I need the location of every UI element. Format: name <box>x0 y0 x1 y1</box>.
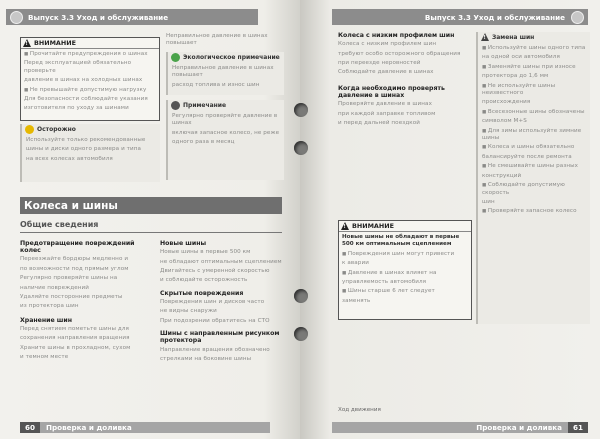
warning-line: Для безопасности соблюдайте указания <box>24 96 148 103</box>
text-line: Храните шины в прохладном, сухом <box>20 344 131 351</box>
heading-tire-storage: Хранение шин <box>20 316 72 324</box>
warning-lead: Новые шины не обладают в первые 500 км оптимальным сцеплением <box>342 234 460 248</box>
section-title: Колеса и шины <box>24 199 118 212</box>
subsection-title <box>20 220 282 233</box>
text-line: сохранения направления вращения <box>20 335 130 342</box>
left-column-2 <box>160 240 282 365</box>
info-note-box <box>166 100 284 180</box>
text-line: ■ Заменяйте шины при износе <box>482 64 588 71</box>
text-line: Проверяйте давление в шинах <box>338 101 432 108</box>
text-line: наличие повреждений <box>20 284 90 291</box>
caution-line: шины и диски одного размера и типа <box>26 146 142 153</box>
eco-title: Экологическое примечание <box>183 53 280 61</box>
warning-line: ■ Шины старше 6 лет следует <box>342 288 468 295</box>
right-page <box>300 0 600 439</box>
text-line: ■ Всесезонные шины обозначены <box>482 109 588 116</box>
caution-icon <box>25 125 34 134</box>
eco-header <box>168 52 284 62</box>
subsection-title-text: Общие сведения <box>20 220 99 229</box>
note-text <box>172 113 282 149</box>
text-line: Перед снятием пометьте шины для <box>20 326 130 333</box>
right-warning-header <box>339 221 471 232</box>
text-line: при каждой заправке топливом <box>338 110 436 117</box>
left-caution-box <box>20 124 160 182</box>
warning-line: давление в шинах на холодных шинах <box>24 77 143 84</box>
warning-line: ■ Давление в шинах влияет на <box>342 270 468 277</box>
section-title-bar <box>20 197 282 214</box>
text-line: Повреждения шин и дисков часто <box>160 299 265 306</box>
left-page-number: 60 <box>20 422 40 433</box>
binder-hole <box>294 289 308 303</box>
text-line: ■ Проверяйте запасное колесо <box>482 208 588 215</box>
right-footer-title: Проверка и доливка <box>476 423 562 432</box>
text-line: Двигайтесь с умеренной скоростью <box>160 268 270 275</box>
binder-hole <box>294 327 308 341</box>
text-line: Переезжайте бордюры медленно и <box>20 256 129 263</box>
right-header-title: Выпуск 3.3 Уход и обслуживание <box>424 12 565 22</box>
text-line: Удаляйте посторонние предметы <box>20 294 123 301</box>
text-line: требуют особо осторожного обращения <box>338 50 461 57</box>
caution-text <box>26 137 156 165</box>
right-footer <box>332 422 588 433</box>
text-line: символом M+S <box>482 118 527 125</box>
heading-wheel-damage: Предотвращение повреждений колес <box>20 240 135 255</box>
eco-line: расход топлива и износ шин <box>172 81 260 88</box>
heading-new-tires: Новые шины <box>160 240 207 247</box>
left-header-title: Выпуск 3.3 Уход и обслуживание <box>28 12 169 22</box>
heading-pressure-check: Когда необходимо проверять давление в шинах <box>338 84 445 100</box>
eco-text <box>172 65 282 91</box>
left-footer-title: Проверка и доливка <box>46 423 132 432</box>
right-column-1 <box>338 32 470 129</box>
warning-triangle-icon <box>23 39 31 47</box>
note-title: Примечание <box>183 101 227 109</box>
text-line: Колеса с низким профилем шин <box>338 41 437 48</box>
left-warning-header <box>21 38 159 49</box>
caution-line: на всех колесах автомобиля <box>26 155 113 162</box>
left-warning-text <box>24 51 156 115</box>
binder-hole <box>294 141 308 155</box>
note-header <box>168 100 284 110</box>
text-line: не видны снаружи <box>160 308 217 315</box>
right-page-number: 61 <box>568 422 588 433</box>
warning-line: изготовителя по уходу за шинами <box>24 105 129 112</box>
text-line: ■ Используйте шины одного типа <box>482 45 588 52</box>
caution-title: Осторожно <box>37 125 76 133</box>
info-icon <box>171 101 180 110</box>
text-line: конструкций <box>482 172 522 179</box>
caution-header <box>22 124 160 134</box>
binder-hole <box>294 103 308 117</box>
text-line: Новые шины в первые 500 км <box>160 249 251 256</box>
text-line: при переезде неровностей <box>338 60 421 67</box>
left-warning-title: ВНИМАНИЕ <box>34 39 76 47</box>
warning-triangle-icon <box>341 222 349 230</box>
right-info-column <box>476 32 590 324</box>
warning-line: Перед эксплуатацией обязательно проверьте <box>24 60 132 74</box>
warning-line: ■ Повреждения шин могут привести <box>342 251 468 258</box>
heading-directional-tires: Шины с направленным рисунком протектора <box>160 330 280 345</box>
caution-line: Используйте только рекомендованные <box>26 137 146 143</box>
text-line: стрелками на боковине шины <box>160 356 252 363</box>
eco-note-box <box>166 52 284 95</box>
right-note-title: Замена шин <box>492 33 535 41</box>
left-page-header <box>6 9 258 25</box>
text-line: на одной оси автомобиля <box>482 54 560 61</box>
left-column-1 <box>20 240 148 364</box>
right-note-header <box>478 32 590 42</box>
text-line: При подозрении обратитесь на СТО <box>160 317 270 324</box>
text-line: ■ Для зимы используйте зимние шины <box>482 128 588 143</box>
warning-line: заменять <box>342 297 371 304</box>
right-note-text <box>482 45 588 218</box>
text-line: и перед дальней поездкой <box>338 120 421 127</box>
text-line: Неправильное давление в шинах повышает <box>166 33 268 47</box>
text-line: и соблюдайте осторожность <box>160 277 248 284</box>
heading-low-profile: Колеса с низким профилем шин <box>338 32 455 39</box>
text-line: ■ Колеса и шины обязательно <box>482 144 588 151</box>
text-line: происхождения <box>482 99 531 106</box>
text-line: по возможности под прямым углом <box>20 265 129 272</box>
text-line: протектора до 1,6 мм <box>482 73 549 80</box>
text-line: и темном месте <box>20 354 69 361</box>
text-line: Направление вращения обозначено <box>160 346 270 353</box>
brand-crest-icon <box>10 11 23 24</box>
text-line: Соблюдайте давление в шинах <box>338 69 434 76</box>
text-line: балансируйте после ремонта <box>482 153 572 160</box>
text-line: ■ Соблюдайте допустимую скорость <box>482 182 588 197</box>
brand-crest-icon <box>571 11 584 24</box>
warning-line: управляемость автомобиля <box>342 279 427 286</box>
text-line: ■ Не смешивайте шины разных <box>482 163 588 170</box>
right-warning-title: ВНИМАНИЕ <box>352 222 394 230</box>
right-page-header <box>332 9 588 25</box>
text-line: шин <box>482 198 495 205</box>
left-footer <box>20 422 270 433</box>
heading-hidden-damage: Скрытые повреждения <box>160 289 244 297</box>
text-line: не обладают оптимальным сцеплением <box>160 258 282 265</box>
text-line: ■ Не используйте шины неизвестного <box>482 83 588 98</box>
eco-line: Неправильное давление в шинах повышает <box>172 65 274 79</box>
note-line: Регулярно проверяйте давление в шинах <box>172 113 278 127</box>
warning-line: ■ Не превышайте допустимую нагрузку <box>24 87 156 94</box>
small-footer-note: Ход движения <box>338 407 381 413</box>
text-line: Регулярно проверяйте шины на <box>20 275 118 282</box>
eco-leaf-icon <box>171 53 180 62</box>
warning-line: к аварии <box>342 260 369 267</box>
left-top-right-text <box>166 33 282 50</box>
left-warning-box <box>20 37 160 121</box>
note-line: включая запасное колесо, не реже <box>172 129 280 136</box>
warning-line: ■ Прочитайте предупреждения о шинах <box>24 51 156 58</box>
right-warning-box <box>338 220 472 320</box>
text-line: из протектора шин <box>20 303 79 310</box>
note-line: одного раза в месяц <box>172 139 235 146</box>
warning-triangle-icon <box>481 33 489 41</box>
right-warning-text <box>342 234 468 307</box>
